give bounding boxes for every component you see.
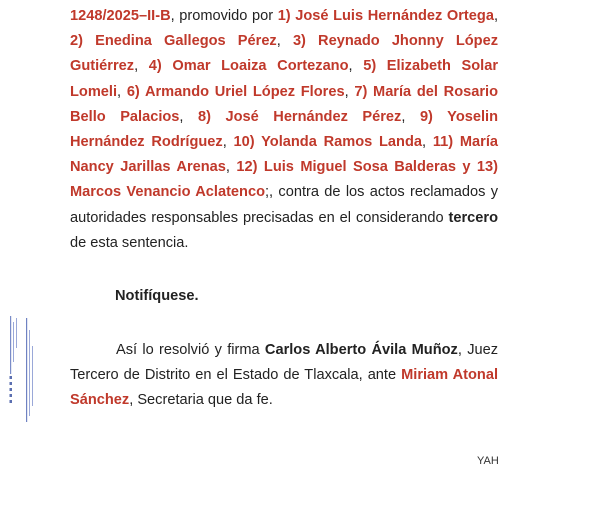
separator: ,	[179, 108, 198, 125]
resolution-paragraph	[70, 4, 498, 256]
text-segment: ;, contra de los actos reclamados y autoridades responsables precisadas en el considerando	[70, 184, 498, 226]
party-name: 4) Omar Loaiza Cortezano	[148, 58, 349, 75]
separator: ,	[225, 159, 237, 176]
party-name: 8) José Hernández Pérez	[198, 108, 402, 125]
party-name: 7) María del Rosario Bello Palacios	[70, 83, 499, 125]
separator: ,	[222, 134, 234, 151]
party-name: 11) María Nancy Jarillas Arenas	[70, 134, 499, 176]
text-segment: Así lo resolvió y firma	[116, 342, 265, 358]
signature-stamp-graphic	[8, 316, 38, 422]
considerando-reference: tercero	[448, 209, 498, 226]
party-name: 5) Elizabeth Solar Lomeli	[70, 58, 498, 100]
text-segment: , Secretaria que da fe.	[129, 392, 273, 409]
separator: ,	[422, 134, 433, 151]
separator: ,	[344, 83, 355, 100]
judge-name: Carlos Alberto Ávila Muñoz	[264, 342, 458, 358]
party-name: 1) José Luis Hernández Ortega	[277, 8, 494, 24]
separator: ,	[493, 8, 498, 24]
case-number: 1248/2025–II-B	[70, 8, 171, 24]
separator: ,	[348, 58, 364, 75]
separator: ,	[117, 83, 127, 100]
separator: ,	[134, 58, 149, 75]
signature-paragraph	[70, 338, 498, 414]
party-name: 12) Luis Miguel Sosa Balderas y 13) Marcos Venancio Aclatenco	[70, 159, 498, 201]
party-name: 9) Yoselin Hernández Rodríguez	[70, 108, 498, 151]
party-name: 6) Armando Uriel López Flores	[126, 83, 345, 100]
party-name: 10) Yolanda Ramos Landa	[233, 134, 422, 151]
party-name: 3) Reynado Jhonny López Gutiérrez	[70, 33, 498, 75]
notification-heading: Notifíquese.	[115, 288, 199, 304]
party-name: 2) Enedina Gallegos Pérez	[70, 33, 277, 50]
typist-initials: YAH	[477, 455, 499, 467]
separator: ,	[401, 108, 420, 125]
secretary-name: Miriam Atonal Sánchez	[70, 367, 499, 409]
electronic-signature-stamp	[8, 316, 38, 422]
text-segment: , promovido por	[170, 8, 278, 24]
separator: ,	[276, 33, 293, 50]
text-segment: de esta sentencia.	[70, 234, 189, 251]
text-segment: , Juez Tercero de Distrito en el Estado de Tlaxcala, ante	[70, 342, 499, 384]
